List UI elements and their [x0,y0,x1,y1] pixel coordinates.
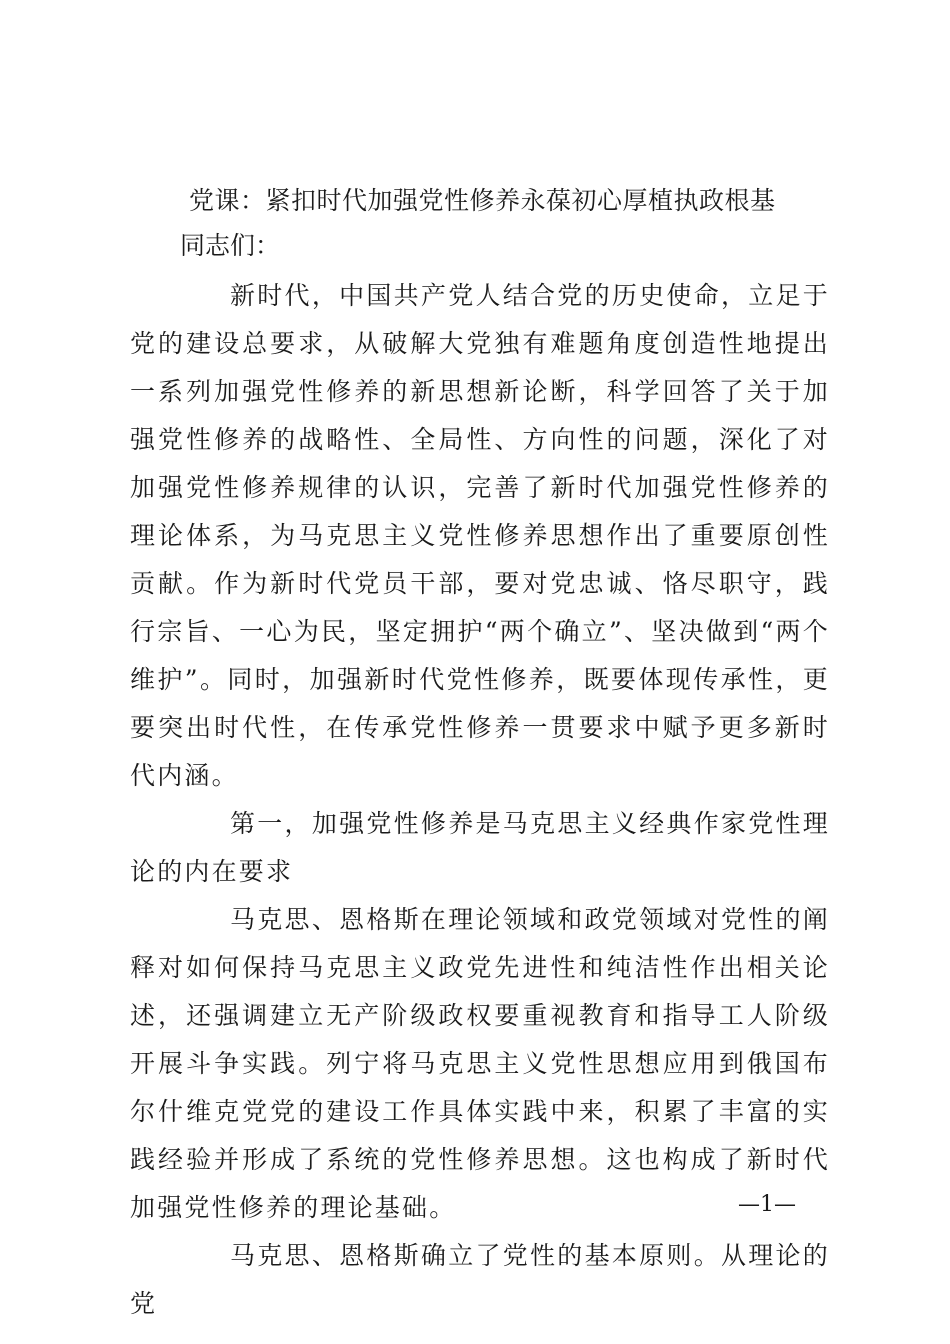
paragraph-principles: 马克思、恩格斯确立了党性的基本原则。从理论的党 [130,1241,830,1318]
paragraph-heading-first: 第一，加强党性修养是马克思主义经典作家党性理论的内在要求 [130,809,830,886]
paragraph-intro: 新时代，中国共产党人结合党的历史使命，立足于党的建设总要求，从破解大党独有难题角度创造性地提出一系列加强党性修养的新思想新论断，科学回答了关于加强党性修养的战略性、全局性、方向性的问题，深化了对加强党性修养规律的认识，完善了新时代加强党性修养的理论体系，为马克思主义党性修养思想作出了重要原创性贡献。作为新时代党员干部，要对党忠诚、恪尽职守，践行宗旨、一心为民，坚定拥护“两个确立”、坚决做到“两个维护”。同时，加强新时代党性修养，既要体现传承性，更要突出时代性，在传承党性修养一贯要求中赋予更多新时代内涵。 [130,281,830,790]
document-title: 党课：紧扣时代加强党性修养永葆初心厚植执政根基 [189,186,776,215]
salutation: 同志们： [180,231,281,260]
document-body [130,272,830,1328]
page-number: —1— [738,1192,796,1217]
paragraph-marx-engels: 马克思、恩格斯在理论领域和政党领域对党性的阐释对如何保持马克思主义政党先进性和纯洁性作出相关论述，还强调建立无产阶级政权要重视教育和指导工人阶级开展斗争实践。列宁将马克思主义党性思想应用到俄国布尔什维克党党的建设工作具体实践中来，积累了丰富的实践经验并形成了系统的党性修养思想。这也构成了新时代加强党性修养的理论基础。 [130,905,830,1222]
